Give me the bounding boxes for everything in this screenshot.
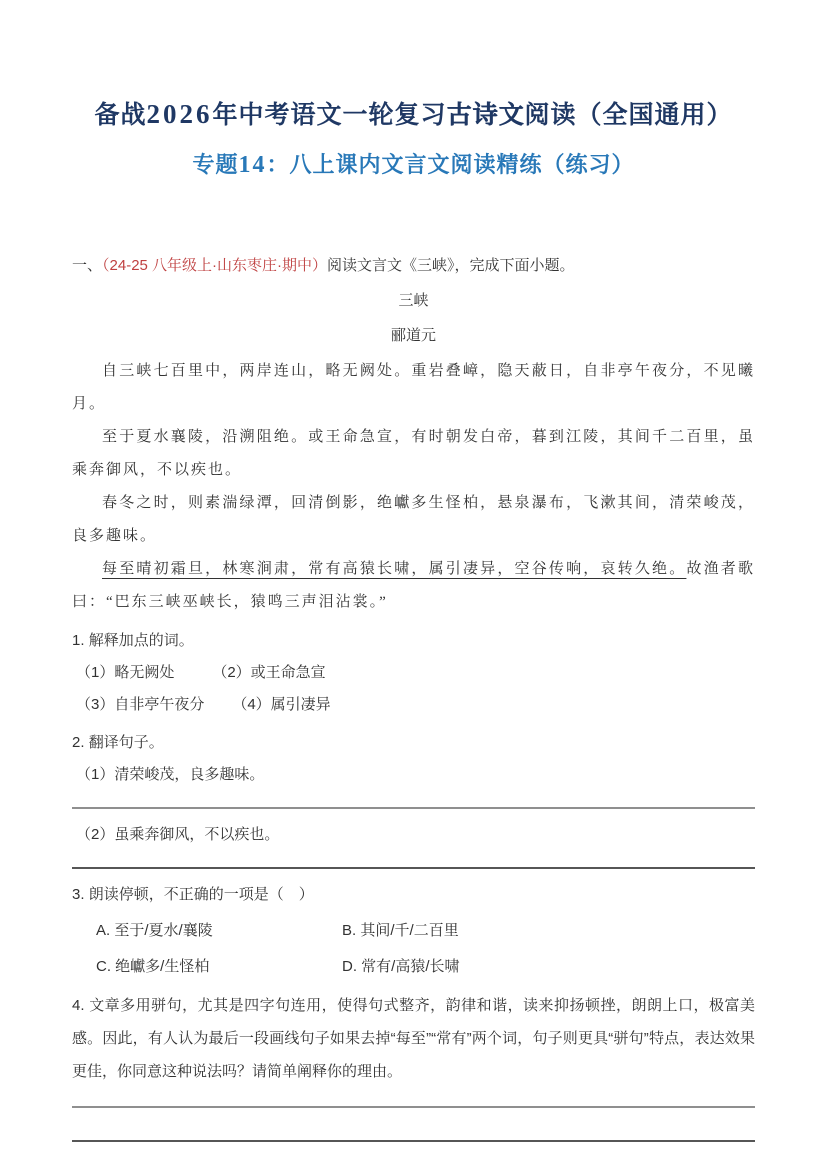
title1-prefix: 备战 (94, 102, 147, 129)
passage-paragraph-3: 春冬之时，则素湍绿潭，回清倒影，绝巘多生怪柏，悬泉瀑布，飞漱其间，清荣峻茂，良多趣味。 (72, 495, 755, 544)
question-2-item-1: （1）清荣峻茂，良多趣味。 (76, 766, 265, 783)
answer-line-3 (72, 1106, 755, 1108)
question-1-items-row-2 (72, 689, 755, 721)
title2-suffix: ：八上课内文言文阅读精练（练习） (266, 152, 635, 177)
question-1-text: 解释加点的词。 (88, 632, 194, 649)
question-1-stem (72, 625, 755, 657)
option-B-label: B. (342, 922, 357, 939)
answer-line-4 (72, 1140, 755, 1142)
question-4-stem (72, 989, 755, 1088)
title1-emphasis: 古诗文 (446, 102, 525, 129)
option-A-text: 至于/夏水/襄陵 (114, 922, 213, 939)
question-2-stem (72, 727, 755, 759)
question-1-item-2: （2）或王命急宣 (212, 664, 326, 681)
question-4-label: 4. (72, 997, 85, 1014)
passage-underlined-sentence: 每至晴初霜旦，林寒涧肃，常有高猿长啸，属引凄异，空谷传响，哀转久绝。 (102, 561, 687, 577)
option-D (342, 951, 755, 983)
option-C-text: 绝巘多/生怪柏 (115, 958, 210, 975)
passage-paragraph-1: 自三峡七百里中，两岸连山，略无阙处。重岩叠嶂，隐天蔽日，自非亭午夜分，不见曦月。 (72, 363, 755, 412)
option-B (342, 915, 755, 947)
question-1-item-1: （1）略无阙处 (76, 664, 175, 681)
section-instruction: 阅读文言文《三峡》，完成下面小题。 (327, 257, 575, 274)
question-3-text: 朗读停顿，不正确的一项是（ ） (88, 886, 314, 903)
document-title-line1 (72, 95, 755, 135)
title1-year: 2026 (146, 99, 213, 129)
option-D-label: D. (342, 958, 357, 975)
title2-number: 14 (238, 152, 267, 178)
question-3 (72, 879, 755, 983)
passage-paragraph-2: 至于夏水襄陵，沿溯阻绝。或王命急宣，有时朝发白帝，暮到江陵，其间千二百里，虽乘奔御风，不以疾也。 (72, 429, 755, 478)
passage-title: 三峡 (398, 293, 429, 309)
question-2-item-2: （2）虽乘奔御风，不以疾也。 (76, 826, 280, 843)
question-3-options-row-1 (72, 915, 755, 947)
option-B-text: 其间/千/二百里 (360, 922, 459, 939)
title2-prefix: 专题 (192, 152, 239, 177)
option-A (72, 915, 342, 947)
option-A-label: A. (96, 922, 111, 939)
question-1-items-row-1 (72, 657, 755, 689)
title1-middle: 年中考语文一轮复习 (212, 102, 447, 129)
passage-author: 郦道元 (390, 328, 436, 344)
question-3-options-row-2 (72, 951, 755, 983)
question-2-text: 翻译句子。 (88, 734, 164, 751)
option-C (72, 951, 342, 983)
question-1-item-4: （4）属引凄异 (232, 696, 331, 713)
option-D-text: 常有/高猿/长啸 (361, 958, 460, 975)
question-4 (72, 989, 755, 1142)
classical-passage (72, 355, 755, 619)
passage-paragraph-4-rest: 故渔者歌曰：“巴东三峡巫峡长，猿鸣三声泪沾裳。” (72, 561, 755, 610)
document-title-line2 (72, 149, 755, 181)
question-2 (72, 727, 755, 869)
question-1-label: 1. (72, 632, 85, 649)
section-number: 一、 (72, 257, 103, 274)
exam-source-annotation: （24-25 八年级上·山东枣庄·期中） (102, 257, 328, 274)
question-2-label: 2. (72, 734, 85, 751)
question-3-label: 3. (72, 886, 85, 903)
question-1-item-3: （3）自非亭午夜分 (76, 696, 205, 713)
question-3-stem (72, 879, 755, 911)
answer-line-2 (72, 867, 755, 869)
title1-suffix: 阅读（全国通用） (524, 102, 733, 129)
passage-paragraph-4 (72, 553, 755, 619)
section-intro-line (72, 253, 755, 279)
question-4-text: 文章多用骈句，尤其是四字句连用，使得句式整齐，韵律和谐，读来抑扬顿挫，朗朗上口，极富美感。因此，有人认为最后一段画线句子如果去掉“每至”“常有”两个词，句子则更具“骈句”特点，表达效果更佳，你同意这种说法吗？请简单阐释你的理由。 (72, 997, 755, 1080)
question-1 (72, 625, 755, 721)
answer-line-1 (72, 807, 755, 809)
option-C-label: C. (96, 958, 111, 975)
